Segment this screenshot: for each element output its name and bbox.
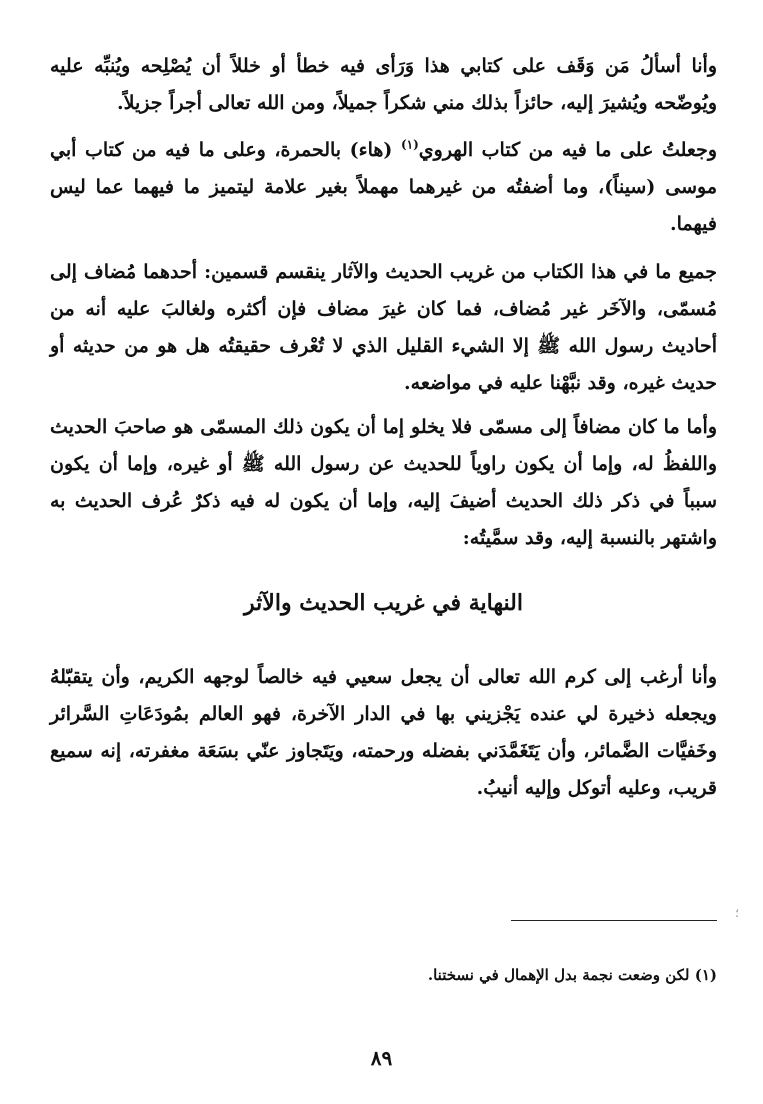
footnote-divider <box>511 920 717 921</box>
paragraph-division: جميع ما في هذا الكتاب من غريب الحديث والآثار ينقسم قسمين: أحدهما مُضاف إلى مُسمّى، والآخَر غير مُضاف، فما كان غيرَ مضاف فإن أكثره ولغالبَ عليه أنه من أحاديث رسول الله ﷺ إلا الشيء القليل الذي لا تُعْرف حقيقتُه هل هو من حديثه أو حديث غيره، وقد نبَّهْنا عليه في مواضعه. <box>50 261 717 394</box>
footnote-text: لكن وضعت نجمة بدل الإهمال في نسختنا. <box>427 966 690 984</box>
paragraph-markings <box>50 132 717 243</box>
footnote-reference: (١) <box>400 137 419 152</box>
footnote-marker: (١) <box>694 966 717 984</box>
paragraph-closing-prayer: وأنا أرغب إلى كرم الله تعالى أن يجعل سعيي فيه خالصاً لوجهه الكريم، وأن يتقبّلهُ ويجعله ذخيرة لي عنده يَجْزيني بها في الدار الآخرة، فهو العالم بمُودَعَاتِ السَّرائر وخَفيَّات الضَّمائر، وأن يَتَغَمَّدَني بفضله ورحمته، ويَتَجاوز عنّي بسَعَة مغفرته، إنه سميع قريب، وعليه أتوكل وإليه أنيبُ. <box>50 666 717 799</box>
paragraph-attribution: وأما ما كان مضافاً إلى مسمّى فلا يخلو إما أن يكون ذلك المسمّى هو صاحبَ الحديث واللفظُ له، وإما أن يكون راوياً للحديث عن رسول الله ﷺ أو غيره، وإما أن يكون سبباً في ذكر ذلك الحديث أضيفَ إليه، وإما أن يكون له فيه ذكرٌ عُرف الحديث به واشتهر بالنسبة إليه، وقد سمَّيتُه: <box>50 416 717 549</box>
paragraph-request-corrections: وأنا أسألُ مَن وَقَف على كتابي هذا وَرَأى فيه خطأ أو خللاً أن يُصْلِحه ويُنبِّه عليه ويُوضّحه ويُشيرَ إليه، حائزاً بذلك مني شكراً جميلاً، ومن الله تعالى أجراً جزيلاً. <box>50 55 717 114</box>
page-number: ٨٩ <box>370 1046 393 1070</box>
stray-mark: ؛ <box>735 906 739 920</box>
paragraph-markings-start: وجعلتُ على ما فيه من كتاب الهروي <box>418 139 717 161</box>
paragraph-markings-rest: (هاء) بالحمرة، وعلى ما فيه من كتاب أبي موسى (سيناً)، وما أضفتُه من غيرهما مهملاً بغير علامة ليتميز ما فيهما عما ليس فيهما. <box>50 139 717 235</box>
book-title: النهاية في غريب الحديث والآثر <box>244 590 523 616</box>
footnote <box>50 962 717 988</box>
